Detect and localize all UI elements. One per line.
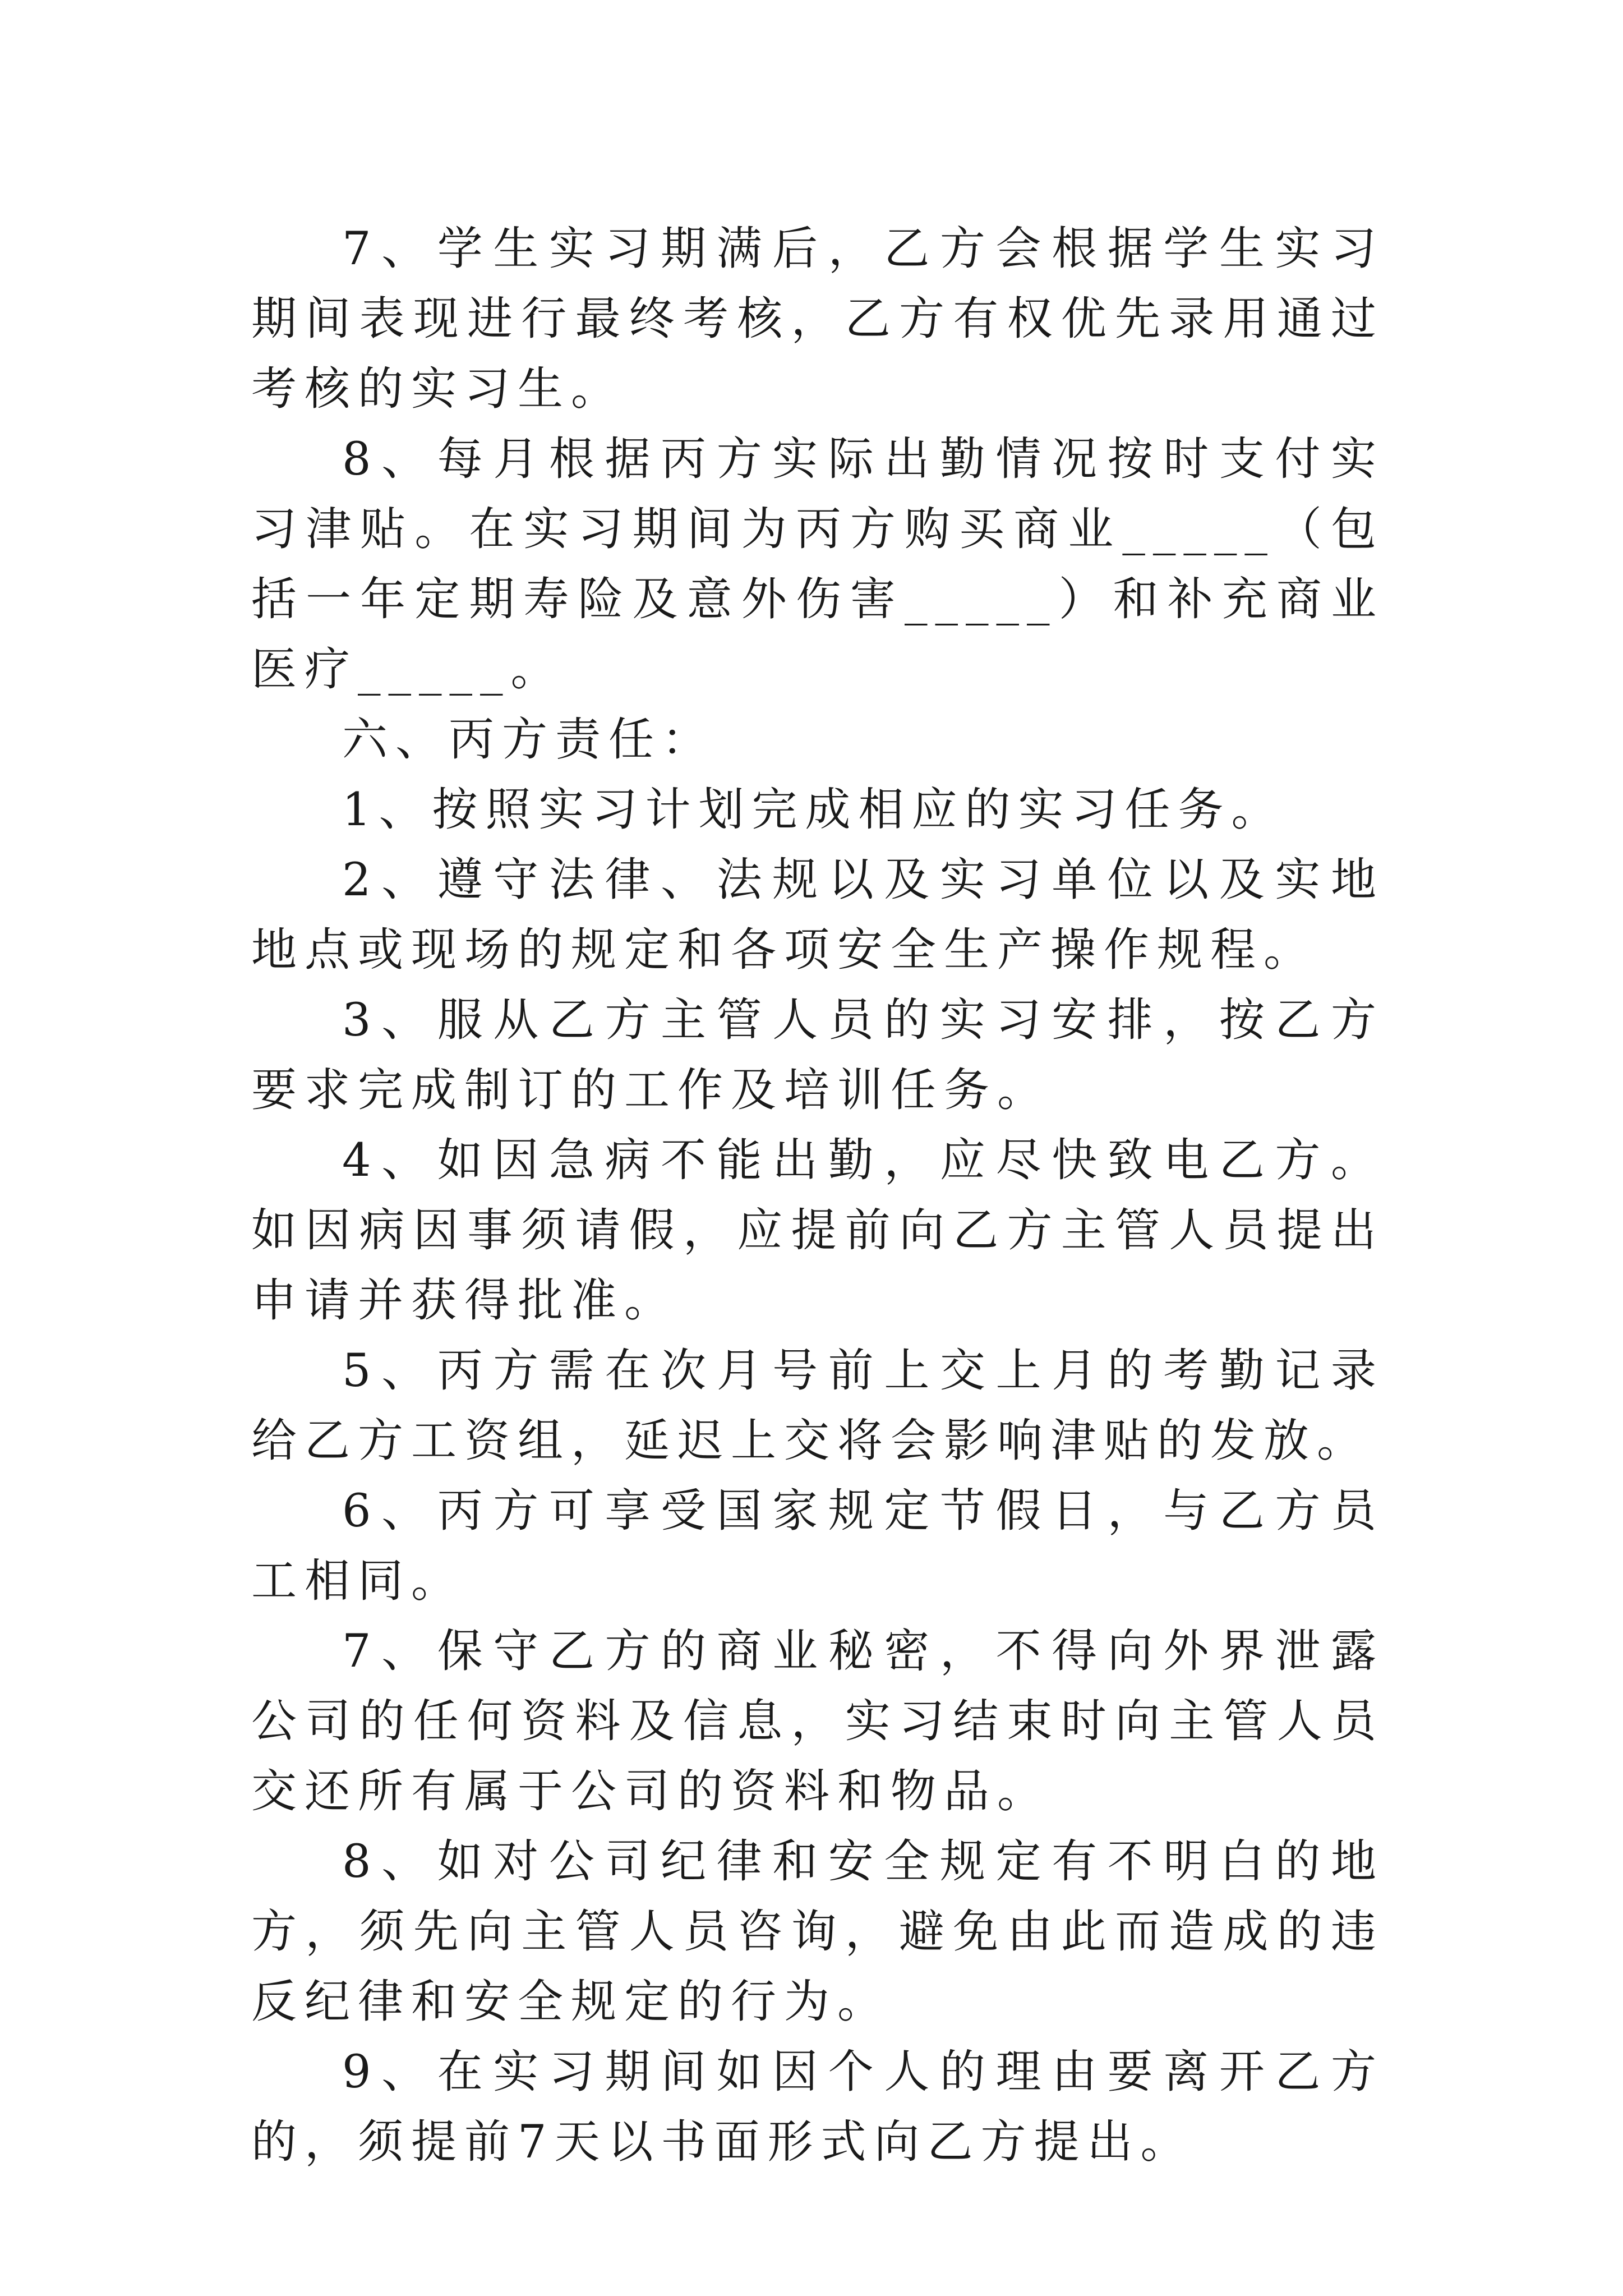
paragraph-clause-8-allowance: 8、每月根据丙方实际出勤情况按时支付实习津贴。在实习期间为丙方购买商业_____（包括一年定期寿险及意外伤害_____）和补充商业医疗_____。 (251, 433, 1384, 696)
paragraph-duty-7: 7、保守乙方的商业秘密，不得向外界泄露公司的任何资料及信息，实习结束时向主管人员交还所有属于公司的资料和物品。 (251, 1625, 1384, 1818)
paragraph-duty-9: 9、在实习期间如因个人的理由要离开乙方的，须提前7天以书面形式向乙方提出。 (251, 2046, 1384, 2169)
paragraph-duty-1: 1、按照实习计划完成相应的实习任务。 (342, 784, 1285, 836)
paragraph-clause-7-assessment: 7、学生实习期满后，乙方会根据学生实习期间表现进行最终考核，乙方有权优先录用通过考核的实习生。 (251, 223, 1384, 416)
paragraph-duty-4: 4、如因急病不能出勤，应尽快致电乙方。如因病因事须请假，应提前向乙方主管人员提出申请并获得批准。 (251, 1134, 1384, 1327)
paragraph-duty-5: 5、丙方需在次月号前上交上月的考勤记录给乙方工资组，延迟上交将会影响津贴的发放。 (251, 1345, 1384, 1467)
section-heading-party-c-duties: 六、丙方责任： (342, 714, 716, 766)
document-body (251, 214, 1384, 2178)
paragraph-duty-2: 2、遵守法律、法规以及实习单位以及实地地点或现场的规定和各项安全生产操作规程。 (251, 854, 1384, 977)
paragraph-duty-8: 8、如对公司纪律和安全规定有不明白的地方，须先向主管人员咨询，避免由此而造成的违反纪律和安全规定的行为。 (251, 1835, 1384, 2028)
paragraph-duty-6: 6、丙方可享受国家规定节假日，与乙方员工相同。 (251, 1485, 1384, 1608)
paragraph-duty-3: 3、服从乙方主管人员的实习安排，按乙方要求完成制订的工作及培训任务。 (251, 994, 1384, 1117)
